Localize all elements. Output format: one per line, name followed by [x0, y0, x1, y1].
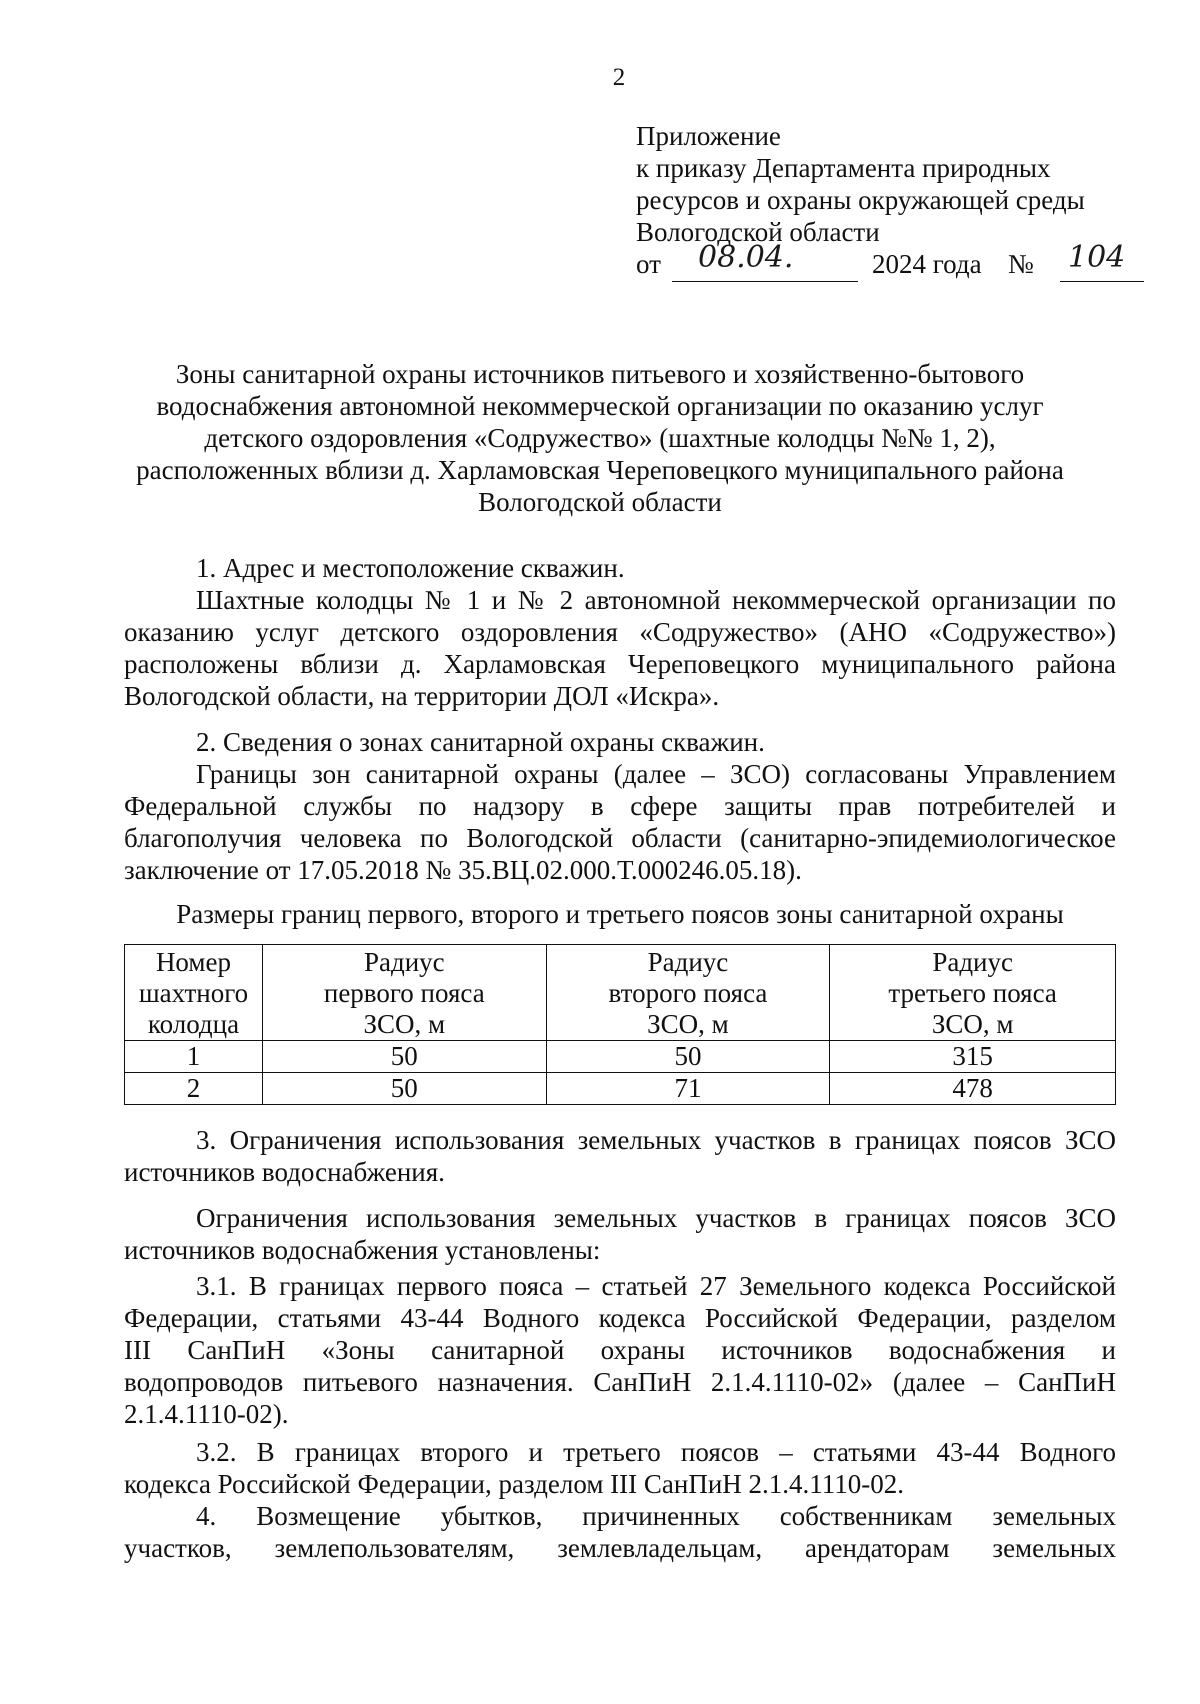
title-line: водоснабжения автономной некоммерческой организации по оказанию услуг [156, 391, 1044, 421]
header-text: колодца [147, 1009, 240, 1039]
year-text: 2024 года [872, 249, 982, 279]
header-text: третьего пояса [888, 978, 1057, 1008]
header-well-number [125, 945, 263, 1041]
section-2-line: Границы зон санитарной охраны (далее – ЗСО) согласованы Управлением [196, 759, 1116, 789]
handwritten-date: 08.04. [698, 240, 794, 275]
table-cell: 50 [262, 1041, 546, 1073]
section-3-intro-line: источников водоснабжения установлены: [124, 1235, 601, 1265]
header-text: Радиус [932, 947, 1013, 977]
title-line: Вологодской области [478, 487, 722, 517]
section-3-heading-line: источников водоснабжения. [124, 1157, 445, 1187]
appendix-line: Вологодской области [636, 217, 880, 247]
section-1-line: Шахтные колодцы № 1 и № 2 автономной некоммерческой организации по [196, 585, 1116, 615]
section-4-line: участков, землепользователям, землевладельцам, арендаторам земельных [124, 1533, 1116, 1563]
date-underline [672, 281, 858, 282]
table-cell: 50 [546, 1041, 830, 1073]
item-3-2-line: 3.2. В границах второго и третьего поясов – статьями 43-44 Водного [196, 1437, 1116, 1467]
section-3-intro-line: Ограничения использования земельных участков в границах поясов ЗСО [196, 1203, 1116, 1233]
table-row [125, 1041, 1116, 1073]
item-3-1-line: III СанПиН «Зоны санитарной охраны источников водоснабжения и [124, 1335, 1116, 1365]
table-caption: Размеры границ первого, второго и третьего поясов зоны санитарной охраны [176, 899, 1064, 929]
section-2-line: заключение от 17.05.2018 № 35.ВЦ.02.000.Т.000246.05.18). [124, 855, 802, 885]
table-cell: 50 [262, 1073, 546, 1105]
header-text: первого пояса [323, 978, 485, 1008]
section-1-line: расположены вблизи д. Харламовская Череповецкого муниципального района [124, 649, 1116, 679]
header-text: ЗСО, м [363, 1009, 446, 1039]
table-cell: 315 [830, 1041, 1116, 1073]
page-number: 2 [612, 64, 626, 91]
title-line: детского оздоровления «Содружество» (шахтные колодцы №№ 1, 2), [204, 423, 996, 453]
table-header-row [125, 945, 1116, 1041]
table-cell: 1 [125, 1041, 263, 1073]
section-1-line: Вологодской области, на территории ДОЛ «Искра». [124, 681, 720, 711]
item-3-1-line: 3.1. В границах первого пояса – статьей 27 Земельного кодекса Российской [196, 1271, 1116, 1301]
header-text: Радиус [647, 947, 729, 977]
header-text: шахтного [138, 978, 249, 1008]
header-third-belt-radius [830, 945, 1116, 1041]
section-1 [124, 552, 1116, 712]
date-prefix: от [636, 249, 661, 279]
appendix-header [636, 120, 1136, 284]
table-cell: 2 [125, 1073, 263, 1105]
appendix-line: к приказу Департамента природных [636, 153, 1051, 183]
item-3-1-line: водопроводов питьевого назначения. СанПиН 2.1.4.1110-02» (далее – СанПиН [124, 1367, 1116, 1397]
appendix-line: ресурсов и охраны окружающей среды [636, 185, 1085, 215]
header-first-belt-radius [262, 945, 546, 1041]
item-3-1-line: Федерации, статьями 43-44 Водного кодекса Российской Федерации, разделом [124, 1303, 1116, 1333]
section-1-heading: 1. Адрес и местоположение скважин. [196, 553, 625, 583]
section-4 [124, 1500, 1116, 1564]
header-second-belt-radius [546, 945, 830, 1041]
section-1-line: оказанию услуг детского оздоровления «Содружество» (АНО «Содружество») [124, 617, 1116, 647]
title-line: расположенных вблизи д. Харламовская Череповецкого муниципального района [136, 455, 1064, 485]
title-line: Зоны санитарной охраны источников питьевого и хозяйственно-бытового [175, 359, 1025, 389]
table-cell: 478 [830, 1073, 1116, 1105]
zones-table [124, 944, 1116, 1105]
header-text: Номер [155, 947, 231, 977]
section-3-heading-line: 3. Ограничения использования земельных участков в границах поясов ЗСО [196, 1125, 1116, 1155]
appendix-line: Приложение [636, 121, 781, 151]
section-2-line: Федеральной службы по надзору в сфере защиты прав потребителей и [124, 791, 1116, 821]
header-text: Радиус [363, 947, 445, 977]
item-3-1-line: 2.1.4.1110-02). [124, 1399, 289, 1429]
header-text: ЗСО, м [647, 1009, 729, 1039]
document-title [100, 358, 1100, 518]
number-sign: № [1008, 249, 1034, 279]
item-3-2-line: кодекса Российской Федерации, разделом III СанПиН 2.1.4.1110-02. [124, 1469, 905, 1499]
section-4-line: 4. Возмещение убытков, причиненных собственникам земельных [196, 1501, 1116, 1531]
order-date-number-line [636, 240, 1136, 284]
section-2 [124, 726, 1116, 886]
table-cell: 71 [546, 1073, 830, 1105]
section-3 [124, 1124, 1116, 1500]
number-underline [1060, 281, 1144, 282]
section-2-line: благополучия человека по Вологодской области (санитарно-эпидемиологическое [124, 823, 1116, 853]
section-2-heading: 2. Сведения о зонах санитарной охраны скважин. [196, 727, 765, 757]
handwritten-number: 104 [1068, 240, 1126, 275]
header-text: второго пояса [608, 978, 768, 1008]
table-row [125, 1073, 1116, 1105]
header-text: ЗСО, м [931, 1009, 1014, 1039]
